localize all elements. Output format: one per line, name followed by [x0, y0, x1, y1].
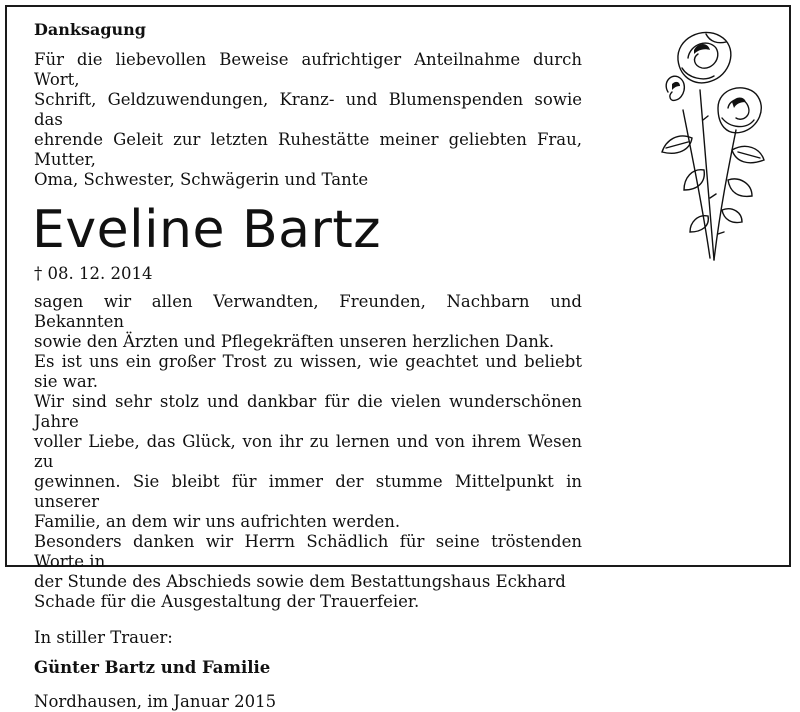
roses-illustration-icon [648, 20, 773, 270]
body-line: Schade für die Ausgestaltung der Trauerfeier. [34, 592, 420, 611]
body-line: Wir sind sehr stolz und dankbar für die vielen wunderschönen Jahre [34, 392, 582, 431]
body-line: Besonders danken wir Herrn Schädlich für seine tröstenden Worte in [34, 532, 582, 571]
place-date: Nordhausen, im Januar 2015 [34, 692, 277, 711]
signoff [34, 628, 582, 712]
body-line: gewinnen. Sie bleibt für immer der stumme Mittelpunkt in unserer [34, 472, 582, 511]
notice-heading: Danksagung [34, 20, 146, 39]
body-line: sagen wir allen Verwandten, Freunden, Nachbarn und Bekannten [34, 292, 582, 331]
intro-line: Für die liebevollen Beweise aufrichtiger Anteilnahme durch Wort, [34, 50, 582, 89]
family-signature: Günter Bartz und Familie [34, 658, 271, 677]
notice-content [34, 20, 582, 712]
intro-line: ehrende Geleit zur letzten Ruhestätte meiner geliebten Frau, Mutter, [34, 130, 582, 169]
intro-line: Oma, Schwester, Schwägerin und Tante [34, 170, 369, 189]
body-line: sowie den Ärzten und Pflegekräften unseren herzlichen Dank. [34, 332, 555, 351]
body-line: Es ist uns ein großer Trost zu wissen, wie geachtet und beliebt sie war. [34, 352, 582, 391]
body-line: Familie, an dem wir uns aufrichten werden. [34, 512, 401, 531]
death-date: † 08. 12. 2014 [34, 264, 153, 283]
deceased-name: Eveline Bartz [32, 200, 382, 260]
body-paragraph [34, 292, 582, 612]
body-line: der Stunde des Abschieds sowie dem Bestattungshaus Eckhard [34, 572, 566, 591]
intro-line: Schrift, Geldzuwendungen, Kranz- und Blumenspenden sowie das [34, 90, 582, 129]
body-line: voller Liebe, das Glück, von ihr zu lernen und von ihrem Wesen zu [34, 432, 582, 471]
intro-paragraph [34, 50, 582, 190]
mourning-label: In stiller Trauer: [34, 628, 173, 647]
